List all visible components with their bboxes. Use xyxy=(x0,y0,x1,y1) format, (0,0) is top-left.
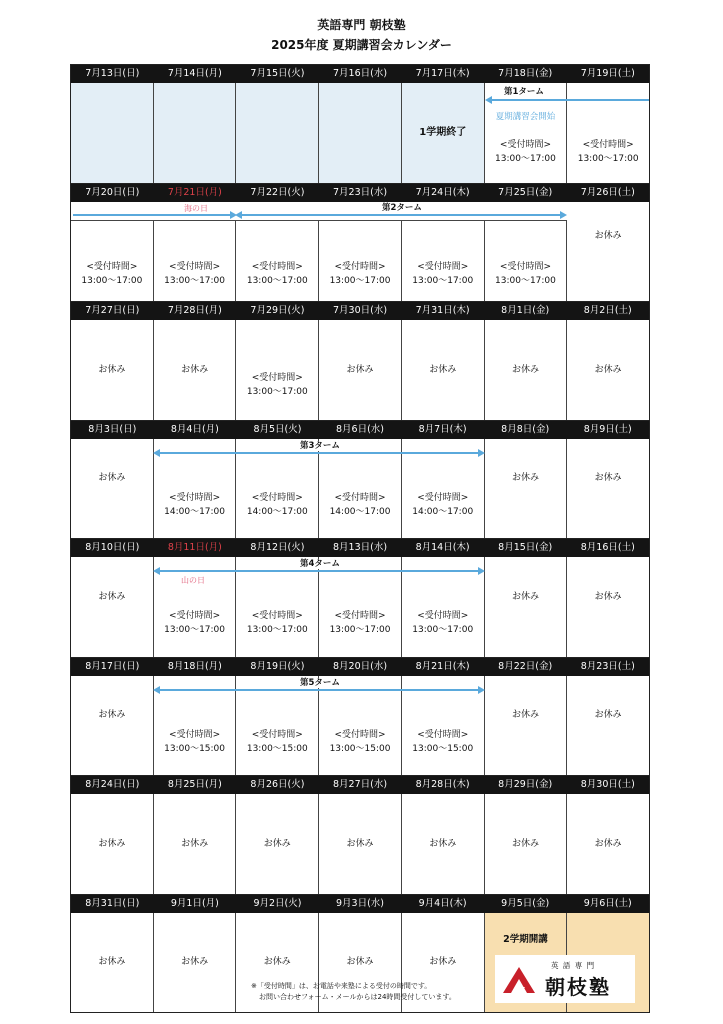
week-row xyxy=(71,776,649,895)
calendar-grid xyxy=(70,64,650,1013)
day-header: 7月31日(木) xyxy=(415,305,470,316)
hours-value: 13:00～17:00 xyxy=(412,275,474,286)
day-header: 8月17日(日) xyxy=(85,660,140,672)
rest-label: お休み xyxy=(263,957,291,968)
week-row xyxy=(71,302,649,421)
rest-label: お休み xyxy=(594,838,622,849)
hours-value: 13:00～17:00 xyxy=(246,387,308,397)
hours-label: <受付時間> xyxy=(169,611,221,621)
rest-label: お休み xyxy=(429,838,457,849)
term-arrow xyxy=(155,689,483,691)
day-header: 9月4日(木) xyxy=(418,897,467,909)
hours-value: 13:00～17:00 xyxy=(495,154,556,164)
hours-value: 13:00～17:00 xyxy=(495,275,556,286)
hours-value: 13:00～17:00 xyxy=(412,625,474,635)
week-row xyxy=(71,539,649,658)
rest-label: お休み xyxy=(181,364,209,375)
day-header: 7月15日(火) xyxy=(250,68,305,79)
day-cell xyxy=(485,794,568,894)
hours-value: 14:00～17:00 xyxy=(412,506,474,517)
day-cell xyxy=(567,794,649,894)
day-cell xyxy=(71,913,154,1013)
week-row xyxy=(71,65,649,184)
arrow-head-icon xyxy=(153,686,160,694)
day-header: 7月13日(日) xyxy=(85,68,140,79)
day-cell xyxy=(402,794,485,894)
week-row xyxy=(71,658,649,777)
rest-label: お休み xyxy=(346,838,374,849)
term-label: 第4ターム xyxy=(297,559,343,569)
day-header: 8月19日(火) xyxy=(250,660,305,672)
day-header: 8月29日(金) xyxy=(498,779,553,790)
day-header: 9月2日(火) xyxy=(253,897,302,909)
day-header: 8月18日(月) xyxy=(167,660,222,672)
day-header: 7月17日(木) xyxy=(415,68,470,79)
week-row xyxy=(71,184,649,303)
day-header: 7月23日(水) xyxy=(333,186,388,198)
day-cell xyxy=(154,913,237,1013)
day-header-row xyxy=(71,658,649,676)
day-header-row xyxy=(71,65,649,83)
day-header: 8月22日(金) xyxy=(498,660,553,672)
day-cell xyxy=(236,220,319,302)
day-cell xyxy=(485,220,568,302)
day-cell xyxy=(236,320,319,420)
day-header: 8月14日(木) xyxy=(415,542,470,553)
rest-label: お休み xyxy=(346,364,374,375)
day-header-row xyxy=(71,184,649,202)
term-band xyxy=(71,202,649,220)
rest-label: お休み xyxy=(346,957,374,968)
day-cell xyxy=(154,320,237,420)
day-header: 8月30日(土) xyxy=(580,779,635,790)
day-header: 8月4日(月) xyxy=(170,423,219,435)
arrow-head-icon xyxy=(235,211,242,219)
day-header: 9月3日(水) xyxy=(336,897,385,909)
day-header: 7月24日(木) xyxy=(415,186,470,198)
day-header: 7月20日(日) xyxy=(85,186,140,198)
day-header: 7月29日(火) xyxy=(250,305,305,316)
rest-label: お休み xyxy=(98,710,126,721)
hours-label: <受付時間> xyxy=(499,140,551,150)
hours-value: 13:00～17:00 xyxy=(246,275,308,286)
footnote-line: ※「受付時間」は、お電話や来塾による受付の時間です。 xyxy=(251,981,432,990)
day-cell xyxy=(154,794,237,894)
term-band xyxy=(71,83,649,101)
rest-label: お休み xyxy=(263,838,291,849)
day-cell xyxy=(154,220,237,302)
day-header: 7月25日(金) xyxy=(498,186,553,198)
hours-value: 13:00～17:00 xyxy=(577,154,639,164)
day-header: 7月28日(月) xyxy=(167,305,222,316)
term-band xyxy=(71,557,649,585)
day-header: 8月1日(金) xyxy=(501,305,550,316)
day-cell xyxy=(567,320,649,420)
day-cell xyxy=(402,320,485,420)
hours-label: <受付時間> xyxy=(334,611,386,621)
day-header: 7月26日(土) xyxy=(580,186,635,198)
rest-label: お休み xyxy=(181,838,209,849)
day-header: 8月26日(火) xyxy=(250,779,305,790)
term-label: 第5ターム xyxy=(297,678,343,688)
hours-value: 13:00～17:00 xyxy=(81,275,143,286)
term-arrow xyxy=(73,214,235,216)
day-header: 7月14日(月) xyxy=(167,68,222,79)
day-header: 8月31日(日) xyxy=(85,897,140,909)
hours-value: 14:00～17:00 xyxy=(329,506,391,517)
holiday-label: 山の日 xyxy=(181,576,205,585)
term-end-label: 1学期終了 xyxy=(419,127,467,138)
day-header-holiday: 7月21日(月) xyxy=(167,186,222,198)
day-header: 9月1日(月) xyxy=(170,897,219,909)
rest-label: お休み xyxy=(98,957,126,968)
rest-label: お休み xyxy=(511,710,539,721)
day-header: 8月5日(火) xyxy=(253,423,302,435)
day-cell xyxy=(319,220,402,302)
day-cell xyxy=(319,320,402,420)
hours-value: 13:00～17:00 xyxy=(246,625,308,635)
rest-label: お休み xyxy=(511,838,539,849)
school-logo xyxy=(495,955,635,1003)
day-header: 8月8日(金) xyxy=(501,423,550,435)
hours-value: 13:00～17:00 xyxy=(164,625,226,635)
hours-label: <受付時間> xyxy=(251,373,303,383)
day-header: 8月16日(土) xyxy=(580,542,635,553)
hours-label: <受付時間> xyxy=(251,261,303,272)
hours-value: 13:00～15:00 xyxy=(412,743,474,754)
hours-label: <受付時間> xyxy=(417,611,469,621)
day-header: 8月23日(土) xyxy=(580,660,635,672)
day-header: 7月16日(水) xyxy=(333,68,388,79)
day-header: 8月27日(水) xyxy=(333,779,388,790)
hours-label: <受付時間> xyxy=(417,261,469,272)
hours-value: 13:00～17:00 xyxy=(164,275,226,286)
arrow-head-icon xyxy=(153,449,160,457)
hours-label: <受付時間> xyxy=(417,492,469,503)
hours-value: 13:00～15:00 xyxy=(329,743,391,754)
day-header: 8月25日(月) xyxy=(167,779,222,790)
rest-label: お休み xyxy=(511,473,539,484)
logo-tagline: 英 語 専 門 xyxy=(551,960,596,970)
term-label: 第2ターム xyxy=(379,203,425,213)
arrow-head-icon xyxy=(478,686,485,694)
rest-label: お休み xyxy=(594,591,622,602)
term-label: 第1ターム xyxy=(501,87,547,97)
hours-value: 14:00～17:00 xyxy=(164,506,226,517)
hours-label: <受付時間> xyxy=(582,140,634,150)
term-arrow xyxy=(155,570,483,572)
rest-label: お休み xyxy=(98,591,126,602)
arrow-head-icon xyxy=(153,567,160,575)
term-arrow xyxy=(155,452,483,454)
day-header: 8月9日(土) xyxy=(583,423,632,435)
day-cell xyxy=(402,220,485,302)
day-cell xyxy=(236,794,319,894)
summer-start-label: 夏期講習会開始 xyxy=(495,112,556,122)
day-header: 7月27日(日) xyxy=(85,305,140,316)
rest-label: お休み xyxy=(429,957,457,968)
day-header: 7月22日(火) xyxy=(250,186,305,198)
school-name: 英語専門 朝枝塾 xyxy=(317,18,406,32)
day-header: 8月2日(土) xyxy=(583,305,632,316)
day-cell xyxy=(319,794,402,894)
day-header: 8月7日(木) xyxy=(418,423,467,435)
day-header: 8月10日(日) xyxy=(85,542,140,553)
week-body xyxy=(71,320,649,420)
day-header: 8月13日(水) xyxy=(333,542,388,553)
day-cell xyxy=(71,220,154,302)
footnote-line: お問い合わせフォーム・メールからは24時間受付しています。 xyxy=(259,992,456,1001)
day-header-row xyxy=(71,539,649,557)
rest-label: お休み xyxy=(429,364,457,375)
day-header: 8月12日(火) xyxy=(250,542,305,553)
rest-label: お休み xyxy=(594,710,622,721)
hours-label: <受付時間> xyxy=(86,261,138,272)
term-label: 第3ターム xyxy=(297,441,343,451)
hours-label: <受付時間> xyxy=(334,492,386,503)
day-header-row xyxy=(71,302,649,320)
arrow-head-icon xyxy=(478,567,485,575)
hours-label: <受付時間> xyxy=(499,261,551,272)
day-cell xyxy=(71,794,154,894)
day-header: 7月30日(水) xyxy=(333,305,388,316)
hours-label: <受付時間> xyxy=(169,492,221,503)
week-row xyxy=(71,421,649,540)
day-header: 8月6日(水) xyxy=(336,423,385,435)
rest-label: お休み xyxy=(98,473,126,484)
hours-label: <受付時間> xyxy=(251,729,303,740)
rest-label: お休み xyxy=(594,364,622,375)
arrow-head-icon xyxy=(485,96,492,104)
hours-value: 13:00～17:00 xyxy=(329,275,391,286)
rest-label: お休み xyxy=(181,957,209,968)
hours-label: <受付時間> xyxy=(334,261,386,272)
rest-label: お休み xyxy=(98,364,126,375)
hours-value: 14:00～17:00 xyxy=(246,506,308,517)
hours-label: <受付時間> xyxy=(251,611,303,621)
day-header: 7月19日(土) xyxy=(580,68,635,79)
rest-label: お休み xyxy=(98,838,126,849)
calendar-title: 2025年度 夏期講習会カレンダー xyxy=(271,38,452,52)
day-header: 8月15日(金) xyxy=(498,542,553,553)
holiday-label: 海の日 xyxy=(184,203,208,213)
hours-label: <受付時間> xyxy=(169,729,221,740)
rest-label: お休み xyxy=(511,591,539,602)
day-header: 8月21日(木) xyxy=(415,660,470,672)
term-band xyxy=(71,676,649,694)
term2-start-label: 2学期開講 xyxy=(503,933,548,945)
rest-label: お休み xyxy=(594,230,622,241)
term-band xyxy=(71,439,649,457)
day-cell xyxy=(485,320,568,420)
week-body xyxy=(71,794,649,894)
hours-label: <受付時間> xyxy=(251,492,303,503)
hours-label: <受付時間> xyxy=(417,729,469,740)
day-header: 9月6日(土) xyxy=(583,897,632,909)
day-header: 7月18日(金) xyxy=(498,68,553,79)
day-header: 9月5日(金) xyxy=(501,897,550,909)
term-arrow xyxy=(487,99,649,101)
hours-value: 13:00～15:00 xyxy=(246,743,308,754)
logo-mark-icon xyxy=(501,965,537,995)
day-cell xyxy=(71,320,154,420)
hours-value: 13:00～15:00 xyxy=(164,743,226,754)
rest-label: お休み xyxy=(511,364,539,375)
day-header-holiday: 8月11日(月) xyxy=(167,542,222,553)
arrow-head-icon xyxy=(478,449,485,457)
term-arrow xyxy=(237,214,565,216)
day-header-row xyxy=(71,895,649,913)
day-header-row xyxy=(71,776,649,794)
hours-label: <受付時間> xyxy=(169,261,221,272)
day-header: 8月3日(日) xyxy=(88,423,137,435)
day-header: 8月24日(日) xyxy=(85,779,140,790)
hours-value: 13:00～17:00 xyxy=(329,625,391,635)
logo-name: 朝枝塾 xyxy=(545,974,611,999)
day-header: 8月20日(水) xyxy=(333,660,388,672)
arrow-head-icon xyxy=(560,211,567,219)
rest-label: お休み xyxy=(594,473,622,484)
day-header: 8月28日(木) xyxy=(415,779,470,790)
week-row xyxy=(71,895,649,1013)
hours-label: <受付時間> xyxy=(334,729,386,740)
day-header-row xyxy=(71,421,649,439)
